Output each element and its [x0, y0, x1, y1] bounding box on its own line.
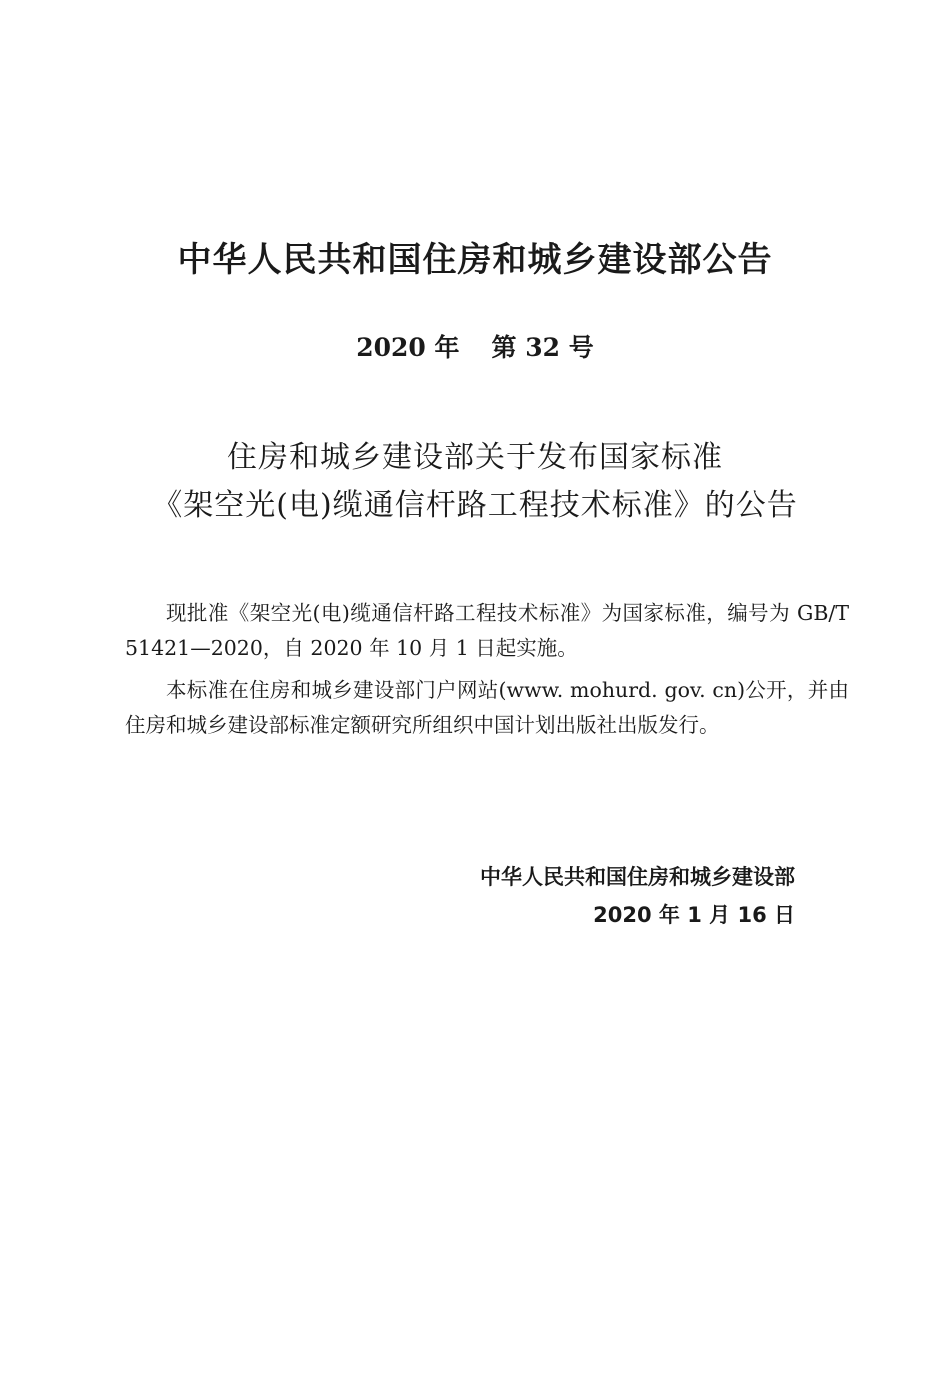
body-paragraph-1-block: [125, 596, 849, 666]
announcement-title-line-2: 《架空光(电)缆通信杆路工程技术标准》的公告: [152, 488, 798, 523]
document-number-year: 2020 年: [356, 333, 460, 362]
signature-organization: 中华人民共和国住房和城乡建设部: [480, 865, 795, 889]
body-paragraph-2-block: [125, 673, 849, 743]
document-number: [0, 328, 950, 368]
issuing-authority-heading: 中华人民共和国住房和城乡建设部公告: [177, 240, 773, 280]
signature-date: 2020 年 1 月 16 日: [593, 903, 795, 927]
announcement-title-line-1: 住房和城乡建设部关于发布国家标准: [227, 440, 723, 475]
body-paragraph-1: 现批准《架空光(电)缆通信杆路工程技术标准》为国家标准，编号为 GB/T 51421—2020，自 2020 年 10 月 1 日起实施。: [125, 601, 849, 660]
body-paragraph-2: 本标准在住房和城乡建设部门户网站(www. mohurd. gov. cn)公开，并由住房和城乡建设部标准定额研究所组织中国计划出版社出版发行。: [125, 678, 849, 737]
document-number-no: 第 32 号: [491, 333, 594, 362]
